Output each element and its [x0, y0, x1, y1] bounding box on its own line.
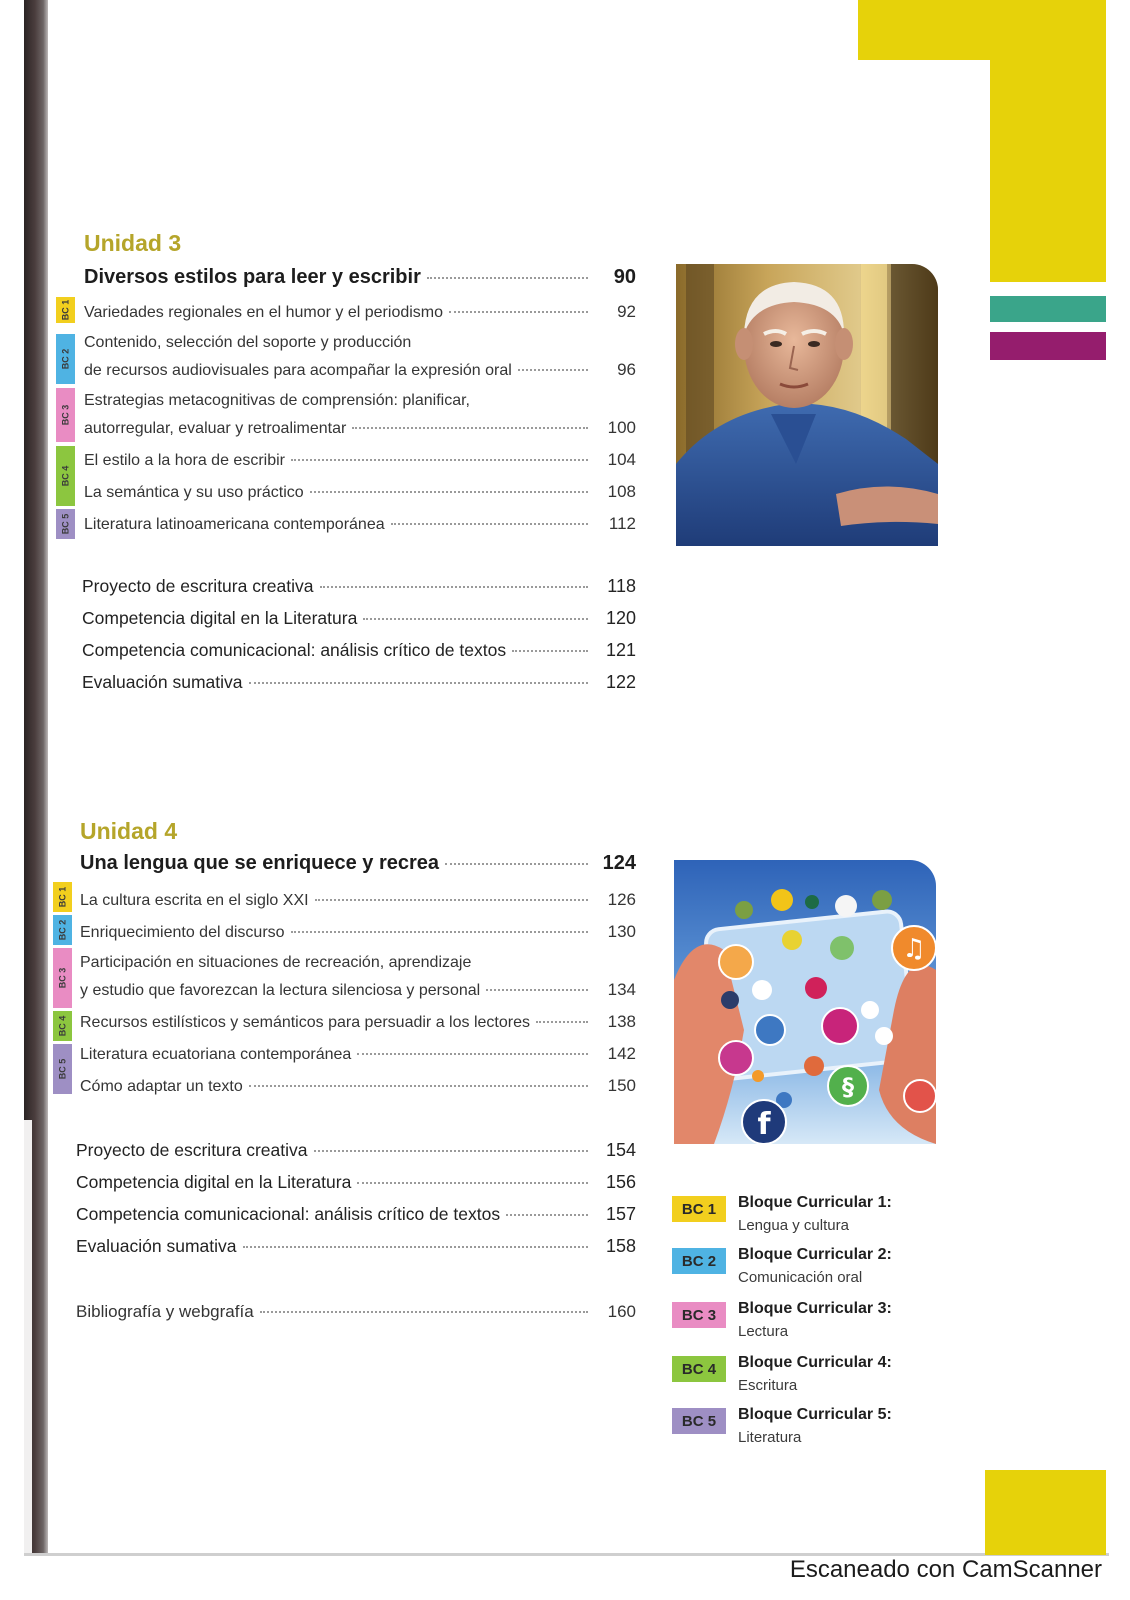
leader-dots: [427, 277, 588, 279]
unit3-tab-bc2: BC 2: [56, 334, 75, 384]
legend-bc2: [672, 1246, 912, 1296]
legend-badge: BC 5: [672, 1408, 726, 1434]
legend-title: Bloque Curricular 4:: [738, 1354, 892, 1371]
music-note-icon: ♫: [902, 934, 926, 964]
legend-bc3: [672, 1300, 912, 1350]
toc-entry[interactable]: Literatura ecuatoriana contemporánea 142: [80, 1044, 636, 1063]
unit3-tab-bc5: BC 5: [56, 509, 75, 539]
unit4-tab-bc4: BC 4: [53, 1011, 72, 1041]
unit3-tab-bc4: BC 4: [56, 446, 75, 506]
legend-bc4: [672, 1354, 912, 1404]
toc-entry-line1: Estrategias metacognitivas de comprensión: planificar,: [84, 392, 470, 409]
toc-extra-entry[interactable]: Proyecto de escritura creativa 118: [82, 576, 636, 596]
unit4-tab-bc2: BC 2: [53, 915, 72, 945]
section-sign-icon: §: [842, 1073, 854, 1101]
unit4-title-row[interactable]: [80, 852, 636, 875]
unit4-title: Una lengua que se enriquece y recrea: [80, 852, 440, 874]
yellow-corner-block: [858, 0, 1106, 60]
scanner-watermark: Escaneado con CamScanner: [789, 1556, 1102, 1583]
toc-entry[interactable]: de recursos audiovisuales para acompañar la expresión oral 96: [84, 360, 636, 379]
toc-entry[interactable]: y estudio que favorezcan la lectura silenciosa y personal 134: [80, 980, 636, 999]
legend-badge: BC 3: [672, 1302, 726, 1328]
spine-light-edge: [24, 1120, 32, 1555]
legend-title: Bloque Curricular 2:: [738, 1246, 892, 1263]
unit4-title-page: 124: [602, 852, 636, 874]
toc-extra-entry[interactable]: Evaluación sumativa 158: [76, 1236, 636, 1256]
legend-subtitle: Comunicación oral: [738, 1269, 863, 1286]
legend-badge: BC 2: [672, 1248, 726, 1274]
yellow-bottom-block: [985, 1470, 1106, 1555]
yellow-side-strip: [990, 60, 1106, 282]
bibliography-entry[interactable]: Bibliografía y webgrafía 160: [76, 1302, 636, 1321]
unit3-tab-bc1: BC 1: [56, 297, 75, 323]
toc-extra-entry[interactable]: Competencia comunicacional: análisis crítico de textos 121: [82, 640, 636, 660]
toc-extra-entry[interactable]: Competencia digital en la Literatura 156: [76, 1172, 636, 1192]
toc-entry-line1: Contenido, selección del soporte y producción: [84, 334, 412, 351]
toc-entry[interactable]: La cultura escrita en el siglo XXI 126: [80, 890, 636, 909]
facebook-icon: f: [757, 1107, 771, 1142]
legend-title: Bloque Curricular 5:: [738, 1406, 892, 1423]
toc-extra-entry[interactable]: Proyecto de escritura creativa 154: [76, 1140, 636, 1160]
toc-entry[interactable]: Enriquecimiento del discurso 130: [80, 922, 636, 941]
unit4-tab-bc5: BC 5: [53, 1044, 72, 1094]
unit3-title-page: 90: [613, 266, 636, 288]
green-band: [990, 296, 1106, 322]
toc-extra-entry[interactable]: Evaluación sumativa 122: [82, 672, 636, 692]
unit3-label: Unidad 3: [84, 230, 182, 256]
toc-entry[interactable]: La semántica y su uso práctico 108: [84, 482, 636, 501]
toc-entry[interactable]: Recursos estilísticos y semánticos para persuadir a los lectores 138: [80, 1012, 636, 1031]
toc-entry[interactable]: El estilo a la hora de escribir 104: [84, 450, 636, 469]
toc-entry-line1: Participación en situaciones de recreación, aprendizaje: [80, 954, 472, 971]
leader-dots: [445, 863, 588, 865]
legend-subtitle: Literatura: [738, 1429, 802, 1446]
portrait-photo: [676, 264, 938, 546]
legend-badge: BC 1: [672, 1196, 726, 1222]
toc-extra-entry[interactable]: Competencia comunicacional: análisis crítico de textos 157: [76, 1204, 636, 1224]
toc-entry[interactable]: Literatura latinoamericana contemporánea 112: [84, 514, 636, 533]
legend-badge: BC 4: [672, 1356, 726, 1382]
toc-entry[interactable]: autorregular, evaluar y retroalimentar 100: [84, 418, 636, 437]
unit4-tab-bc1: BC 1: [53, 882, 72, 912]
legend-subtitle: Lectura: [738, 1323, 789, 1340]
social-media-phone-illustration: [674, 860, 936, 1144]
legend-bc5: [672, 1406, 912, 1456]
toc-extra-entry[interactable]: Competencia digital en la Literatura 120: [82, 608, 636, 628]
magenta-band: [990, 332, 1106, 360]
unit3-title-row[interactable]: [84, 266, 636, 289]
unit4-tab-bc3: BC 3: [53, 948, 72, 1008]
unit3-title: Diversos estilos para leer y escribir: [84, 266, 421, 288]
unit3-tab-bc3: BC 3: [56, 388, 75, 442]
legend-title: Bloque Curricular 3:: [738, 1300, 892, 1317]
legend-bc1: [672, 1194, 912, 1244]
legend-subtitle: Escritura: [738, 1377, 798, 1394]
toc-entry[interactable]: Cómo adaptar un texto 150: [80, 1076, 636, 1095]
unit4-label: Unidad 4: [80, 818, 178, 844]
legend-title: Bloque Curricular 1:: [738, 1194, 892, 1211]
toc-entry[interactable]: Variedades regionales en el humor y el periodismo 92: [84, 302, 636, 321]
legend-subtitle: Lengua y cultura: [738, 1217, 849, 1234]
